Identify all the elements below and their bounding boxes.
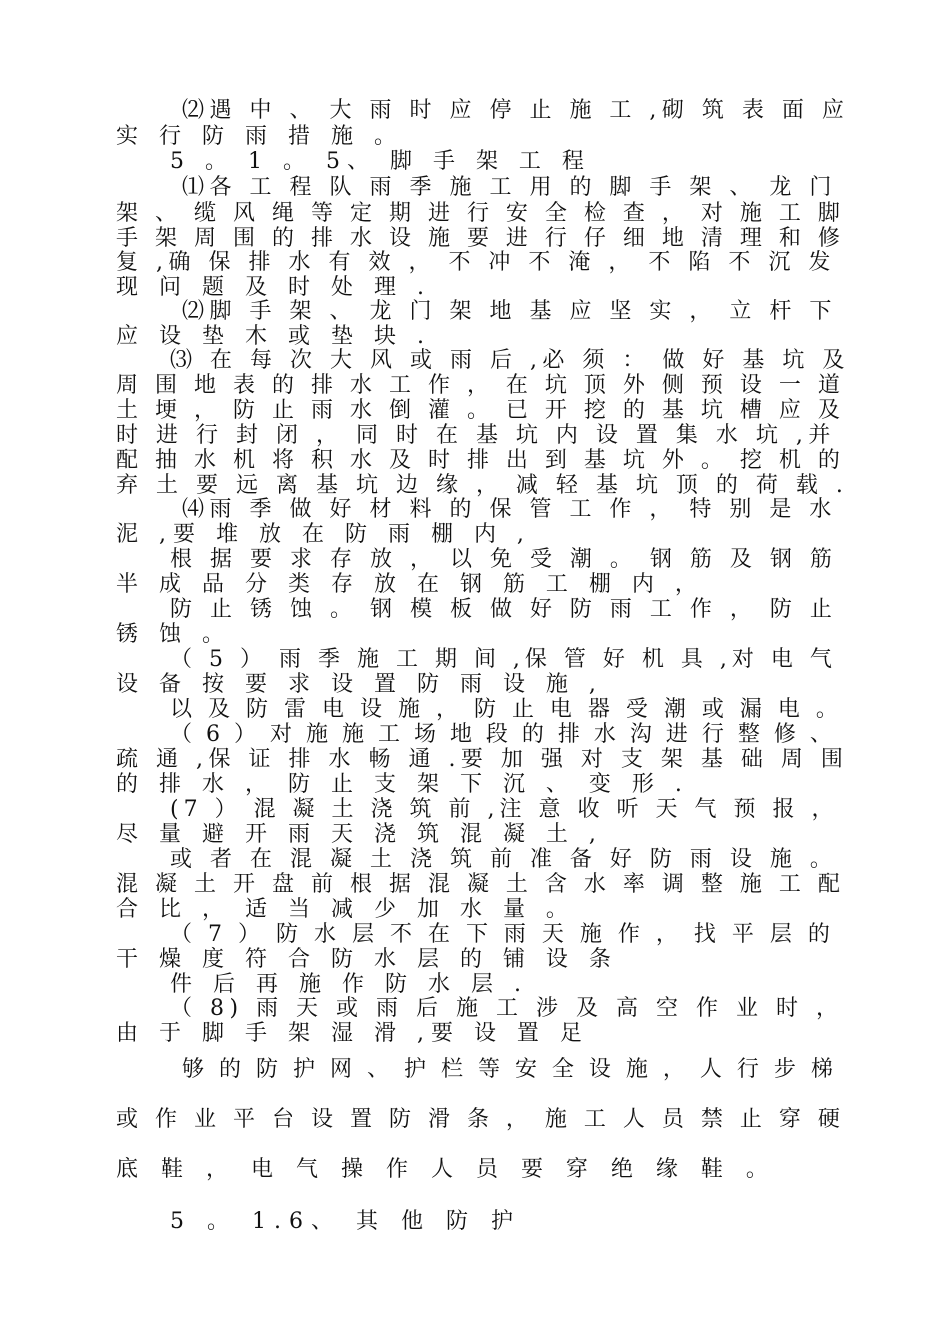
text-line: 干 燥 度 符 合 防 水 层 的 铺 设 条 xyxy=(116,947,618,972)
text-line: 实 行 防 雨 措 施 。 xyxy=(116,124,403,149)
text-line: （ 7 ） 防 水 层 不 在 下 雨 天 施 作 ， 找 平 层 的 xyxy=(170,922,835,947)
text-line: 根 据 要 求 存 放 ， 以 免 受 潮 。 钢 筋 及 钢 筋 xyxy=(170,547,838,572)
text-line: 或 作 业 平 台 设 置 防 滑 条 ， 施 工 人 员 禁 止 穿 硬 xyxy=(116,1107,845,1132)
section-heading: 5 。 1 。 5、 脚 手 架 工 程 xyxy=(170,149,591,174)
text-line: 配 抽 水 机 将 积 水 及 时 排 出 到 基 坑 外 。 挖 机 的 xyxy=(116,448,845,473)
text-line: 复 ,确 保 排 水 有 效 ， 不 冲 不 淹 ， 不 陷 不 沉 发 xyxy=(116,250,836,275)
text-line: 防 止 锈 蚀 。 钢 模 板 做 好 防 雨 工 作 ， 防 止 xyxy=(170,597,838,622)
text-line: 时 进 行 封 闭 ， 同 时 在 基 坑 内 设 置 集 水 坑 ,并 xyxy=(116,423,836,448)
text-line: 应 设 垫 木 或 垫 块 . xyxy=(116,324,431,349)
text-line: 件 后 再 施 作 防 水 层 . xyxy=(170,972,528,997)
text-line: 尽 量 避 开 雨 天 浇 筑 混 凝 土 , xyxy=(116,822,603,847)
text-line: 手 架 周 围 的 排 水 设 施 要 进 行 仔 细 地 清 理 和 修 xyxy=(116,226,845,251)
text-line: 周 围 地 表 的 排 水 工 作 ， 在 坑 顶 外 侧 预 设 一 道 xyxy=(116,373,845,398)
text-line: 底 鞋 ， 电 气 操 作 人 员 要 穿 绝 缘 鞋 。 xyxy=(116,1157,776,1182)
text-line: （ 5 ） 雨 季 施 工 期 间 ,保 管 好 机 具 ,对 电 气 xyxy=(170,647,837,672)
text-line: 泥 ,要 堆 放 在 防 雨 棚 内 , xyxy=(116,522,531,547)
text-line: ⑴各 工 程 队 雨 季 施 工 用 的 脚 手 架 、 龙 门 xyxy=(182,175,837,200)
text-line: ⑷雨 季 做 好 材 料 的 保 管 工 作 ， 特 别 是 水 xyxy=(182,497,837,522)
text-line: 混 凝 土 开 盘 前 根 据 混 凝 土 含 水 率 调 整 施 工 配 xyxy=(116,872,845,897)
text-line: 设 备 按 要 求 设 置 防 雨 设 施 , xyxy=(116,672,603,697)
text-line: 疏 通 ,保 证 排 水 畅 通 .要 加 强 对 支 架 基 础 周 围 xyxy=(116,747,849,772)
text-line: 半 成 品 分 类 存 放 在 钢 筋 工 棚 内 ， xyxy=(116,572,704,597)
text-line: ⑶ 在 每 次 大 风 或 雨 后 ,必 须 ： 做 好 基 坑 及 xyxy=(170,348,850,373)
text-line: 合 比 ， 适 当 减 少 加 水 量 。 xyxy=(116,897,575,922)
text-line: ⑵脚 手 架 、 龙 门 架 地 基 应 坚 实 ， 立 杆 下 xyxy=(182,299,837,324)
text-line: 由 于 脚 手 架 湿 滑 ,要 设 置 足 xyxy=(116,1021,589,1046)
text-line: 锈 蚀 。 xyxy=(116,622,231,647)
text-line: 或 者 在 混 凝 土 浇 筑 前 准 备 好 防 雨 设 施 。 xyxy=(170,847,838,872)
text-line: 的 排 水 ， 防 止 支 架 下 沉 、 变 形 . xyxy=(116,772,689,797)
section-heading: 5 。 1.6、 其 他 防 护 xyxy=(170,1209,521,1234)
text-line: 够 的 防 护 网 、 护 栏 等 安 全 设 施 ， 人 行 步 梯 xyxy=(182,1057,837,1082)
text-line: 架 、 缆 风 绳 等 定 期 进 行 安 全 检 查 ， 对 施 工 脚 xyxy=(116,201,845,226)
text-line: (7 ） 混 凝 土 浇 筑 前 ,注 意 收 听 天 气 预 报 ， xyxy=(170,797,839,822)
text-line: （ 6 ） 对 施 施 工 场 地 段 的 排 水 沟 进 行 整 修 、 xyxy=(170,722,836,747)
text-line: 土 埂 ， 防 止 雨 水 倒 灌 。 已 开 挖 的 基 坑 槽 应 及 xyxy=(116,398,845,423)
text-line: 现 问 题 及 时 处 理 . xyxy=(116,275,431,300)
text-line: ⑵遇 中 、 大 雨 时 应 停 止 施 工 ,砌 筑 表 面 应 xyxy=(182,98,850,123)
text-line: （ 8) 雨 天 或 雨 后 施 工 涉 及 高 空 作 业 时 ， xyxy=(170,996,844,1021)
text-line: 弃 土 要 远 离 基 坑 边 缘 ， 减 轻 基 坑 顶 的 荷 载 . xyxy=(116,473,849,498)
text-line: 以 及 防 雷 电 设 施 ， 防 止 电 器 受 潮 或 漏 电 。 xyxy=(170,697,843,722)
